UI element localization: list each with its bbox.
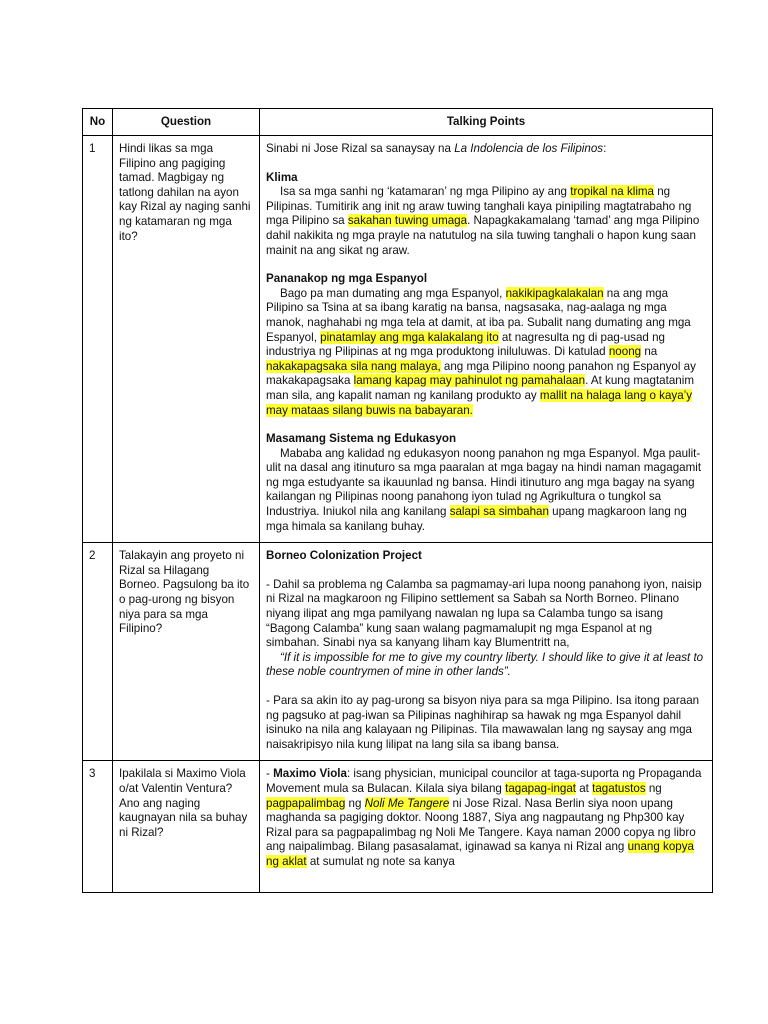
intro-line (266, 142, 706, 157)
highlighted-text: lamang kapag may pahinulot ng pamahalaan (353, 374, 586, 388)
header-talking-points: Talking Points (260, 109, 713, 136)
text-segment: upang magkaroon lang ng mga himala sa kanilang buhay. (266, 505, 687, 533)
text-segment: ng (645, 781, 662, 795)
text-segment: ng (345, 796, 365, 810)
highlighted-text: tagapag-ingat (505, 781, 577, 795)
header-row (83, 109, 713, 136)
section-heading-klima: Klima (266, 170, 298, 184)
header-question: Question (113, 109, 260, 136)
highlighted-text: tropikal na klima (570, 185, 655, 199)
intro-colon: : (603, 142, 607, 155)
quote-text: “If it is impossible for me to give my country liberty. I should like to give it at least to these noble countrymen of mine in other lands”. (266, 650, 704, 679)
borneo-paragraph-1: - Dahil sa problema ng Calamba sa pagmamay-ari lupa noong panahong iyon, naisip ni Rizal na magkaroon ng Filipino settlement sa Sabah sa North Borneo. Plinano niyang ilipat ang mga pamilyang nawalan ng lupa sa Calamba tungo sa isang “Bagong Calamba” kung saan walang pagmamalupit ng mga Espanol at ng simbahan. Sinabi nya sa kanyang liham kay Blumentritt na, (266, 577, 702, 650)
highlighted-text: pinatamlay ang mga kalakalang ito (320, 330, 499, 344)
text-segment: ang mga Pilipino noong panahon ng Espanyol ay makakapagsaka (266, 359, 696, 388)
essay-title: La Indolencia de los Filipinos (454, 142, 604, 155)
text-segment: . At kung magtatanim man sila, ang kapalit naman ng kanilang produkto ay (266, 374, 694, 402)
section-body-pananakop (266, 287, 706, 418)
question-text: Talakayin ang proyeto ni Rizal sa Hilagang Borneo. Pagsulong ba ito o pag-urong ng bisyon niya para sa mga Filipino? (113, 543, 260, 761)
highlighted-text: nakakapagsaka sila nang malaya, (266, 359, 441, 373)
text-segment: ni Jose Rizal. Nasa Berlin siya noon upang maghanda sa pagiging doktor. Noong 1887, Siya ang nagpautang ng Php300 kay Rizal para sa pagpapalimbag ng Noli Me Tangere. Kaya naman 2000 copya ng libro ang naipalimbag. Bilang pasasalamat, iginawad sa kanya ni Rizal ang (266, 796, 696, 854)
talking-points-table (82, 108, 713, 893)
header-no: No (83, 109, 113, 136)
section-body-edukasyon (266, 447, 706, 535)
text-segment: ng Pilipinas. Tumitirik ang init ng araw tuwing tanghali kaya pinipiling magtatrabaho ng mga Pilipino sa (266, 185, 692, 228)
intro-text: Sinabi ni Jose Rizal sa sanaysay na (266, 142, 455, 155)
highlighted-text: tagatustos (592, 781, 646, 795)
text-segment: at nagresulta ng di pag-usad ng industriya ng Pilipinas at ng mga produktong iniluluwas. Di katulad (266, 330, 665, 359)
highlighted-text: mallit na halaga lang o kaya’y may mataas silang buwis na babayaran. (266, 388, 693, 417)
highlighted-book-title: Noli Me Tangere (364, 796, 450, 810)
talking-points-cell (260, 543, 713, 761)
row-number: 2 (83, 543, 113, 761)
highlighted-text: sakahan tuwing umaga (347, 214, 468, 228)
highlighted-text: salapi sa simbahan (449, 505, 549, 519)
text-segment: at sumulat ng note sa kanya (306, 854, 455, 868)
row-number: 3 (83, 761, 113, 892)
borneo-paragraph-2: - Para sa akin ito ay pag-urong sa bisyon niya para sa mga Pilipino. Isa itong paraan ng pagsuko at pag-iwan sa Pilipinas naghihirap sa hawak ng mga Espanyol dahil isinuko na nila ang kalayaan ng Pilipinas. Tila mawawalan lang ng saysay ang mga naisakripisyo nila kung lilipat na lang sila sa ibang bansa. (266, 694, 700, 751)
person-name: Maximo Viola (273, 767, 347, 781)
viola-paragraph (266, 767, 706, 869)
highlighted-text: pagpapalimbag (266, 796, 346, 810)
section-heading-edukasyon: Masamang Sistema ng Edukasyon (266, 432, 457, 446)
text-segment: na (641, 345, 658, 359)
row-number: 1 (83, 136, 113, 543)
question-text: Ipakilala si Maximo Viola o/at Valentin Ventura? Ano ang naging kaugnayan nila sa buhay ni Rizal? (113, 761, 260, 892)
section-body-klima (266, 185, 706, 258)
talking-points-cell (260, 136, 713, 543)
text-segment: - (266, 767, 274, 781)
text-segment: at (576, 781, 593, 795)
section-heading-borneo: Borneo Colonization Project (266, 549, 422, 563)
text-segment: : isang physician, municipal councilor at taga-suporta ng Propaganda Movement mula sa Bulacan. Kilala siya bilang (266, 767, 702, 795)
table-header (83, 109, 713, 136)
text-segment: . Napagkakamalang ‘tamad’ ang mga Pilipino dahil nakikita ng mga prayle na natutulog na sila tuwing tanghali o hapon kung saan mainit na ang sikat ng araw. (266, 214, 700, 257)
text-segment: na ang mga Pilipino sa Tsina at sa ibang karatig na bansa, nagsasaka, nag-aalaga ng mga manok, naghahabi ng mga tela at damit, at iba pa. Subalit nang dumating ang mga Espanyol, (266, 286, 691, 344)
highlighted-text: nakikipagkalakalan (505, 286, 604, 300)
section-heading-pananakop: Pananakop ng mga Espanyol (266, 272, 428, 286)
blumentritt-quote (266, 651, 706, 680)
table-row (83, 543, 713, 761)
question-text: Hindi likas sa mga Filipino ang pagiging tamad. Magbigay ng tatlong dahilan na ayon kay Rizal ay naging sanhi ng katamaran ng mga ito? (113, 136, 260, 543)
highlighted-text: unang kopya ng aklat (266, 840, 694, 868)
text-segment: Mababa ang kalidad ng edukasyon noong panahon ng mga Espanyol. Mga paulit-ulit na dasal ang itinuturo sa mga paaralan at mga bagay na hindi naman magagamit ng mga estudyante sa ikauunlad ng bansa. Hindi itinuturo ang mga bagay na syang kailangan ng Pilipinas noong panahong iyon tulad ng Agrikultura o tungkol sa Industriya. Iniukol nila ang kanilang (266, 446, 702, 519)
table-row (83, 761, 713, 892)
talking-points-cell (260, 761, 713, 892)
text-segment: Isa sa mga sanhi ng ‘katamaran’ ng mga Pilipino ay ang (280, 185, 571, 199)
table-row (83, 136, 713, 543)
text-segment: Bago pa man dumating ang mga Espanyol, (280, 286, 506, 300)
highlighted-text: noong (608, 345, 642, 359)
